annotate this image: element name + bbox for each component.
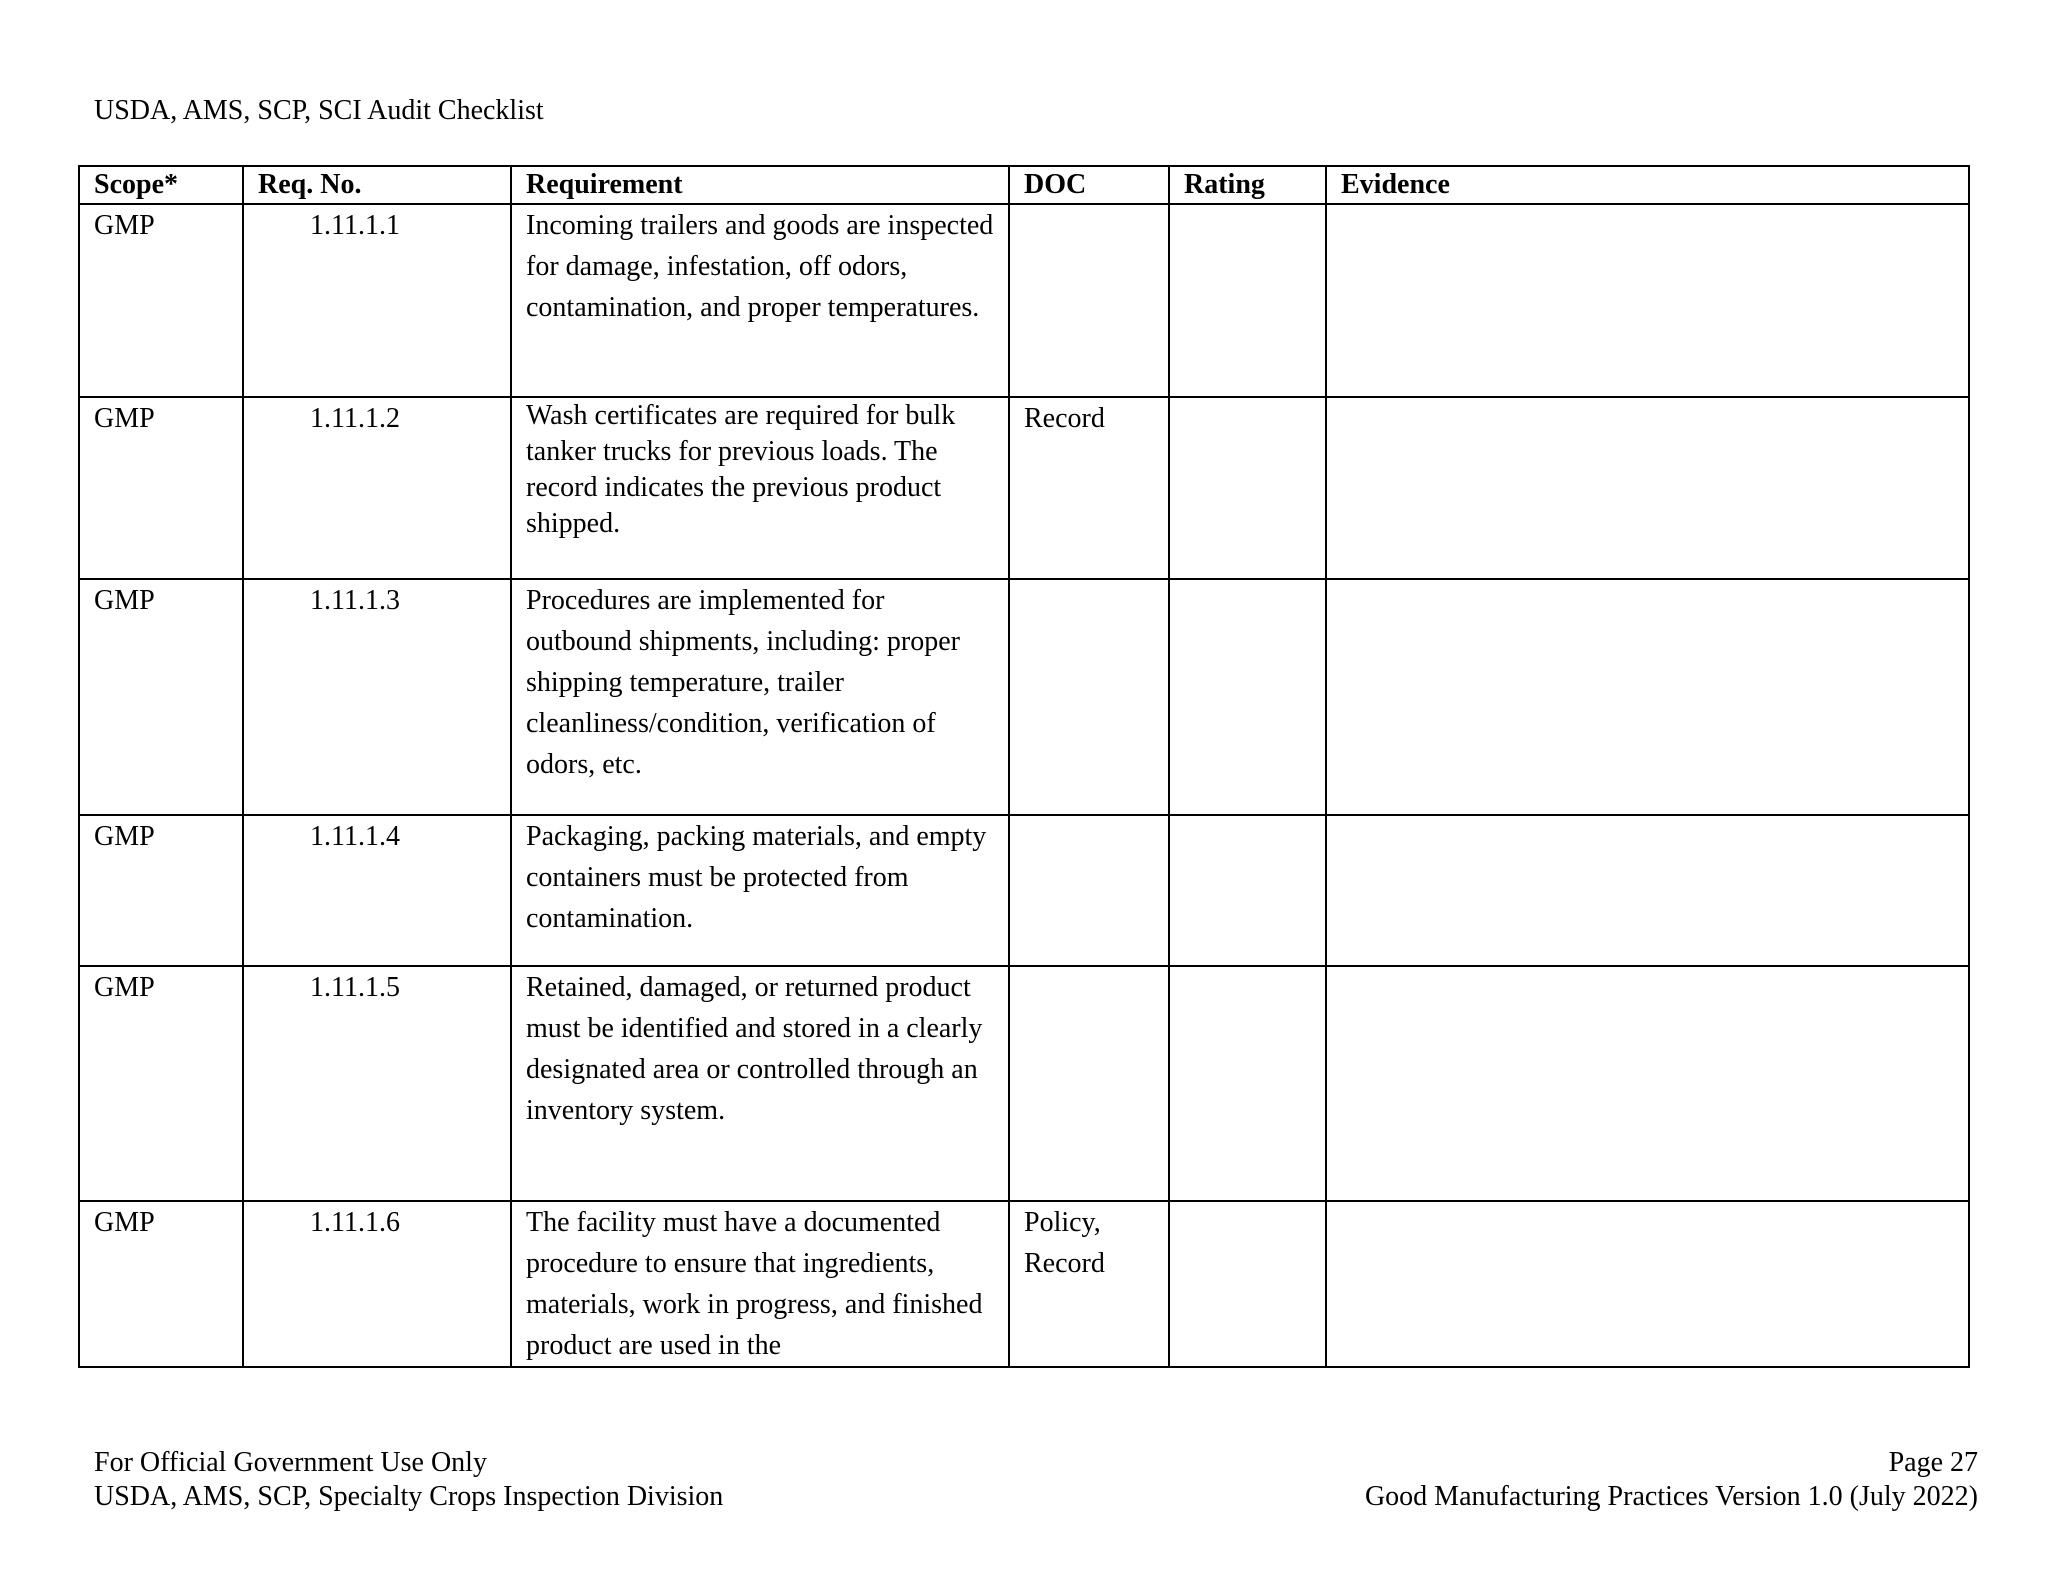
- footer-official-use: For Official Government Use Only: [94, 1447, 487, 1478]
- scope-cell: GMP: [79, 204, 243, 397]
- req-no-cell: 1.11.1.3: [243, 579, 511, 815]
- evidence-cell: [1326, 966, 1969, 1201]
- table-header-row: [79, 166, 1969, 204]
- scope-cell: GMP: [79, 815, 243, 966]
- document-title: USDA, AMS, SCP, SCI Audit Checklist: [94, 95, 544, 126]
- column-header-evidence: Evidence: [1326, 166, 1969, 204]
- page-number: Page 27: [1888, 1447, 1978, 1478]
- table-row: [79, 1201, 1969, 1367]
- requirement-cell: Incoming trailers and goods are inspected for damage, infestation, off odors, contamination, and proper temperatures.: [511, 204, 1009, 397]
- column-header-rating: Rating: [1169, 166, 1326, 204]
- doc-cell: [1009, 579, 1169, 815]
- table-row: [79, 815, 1969, 966]
- req-no-cell: 1.11.1.2: [243, 397, 511, 579]
- doc-cell: [1009, 815, 1169, 966]
- column-header-doc: DOC: [1009, 166, 1169, 204]
- footer-division: USDA, AMS, SCP, Specialty Crops Inspection Division: [94, 1481, 724, 1512]
- evidence-cell: [1326, 397, 1969, 579]
- rating-cell: [1169, 815, 1326, 966]
- scope-cell: GMP: [79, 397, 243, 579]
- req-no-cell: 1.11.1.1: [243, 204, 511, 397]
- evidence-cell: [1326, 579, 1969, 815]
- rating-cell: [1169, 397, 1326, 579]
- doc-cell: [1009, 966, 1169, 1201]
- doc-cell: [1009, 204, 1169, 397]
- rating-cell: [1169, 204, 1326, 397]
- table-row: [79, 204, 1969, 397]
- requirement-cell: The facility must have a documented procedure to ensure that ingredients, materials, work in progress, and finished product are used in the: [511, 1201, 1009, 1367]
- req-no-cell: 1.11.1.4: [243, 815, 511, 966]
- rating-cell: [1169, 1201, 1326, 1367]
- evidence-cell: [1326, 815, 1969, 966]
- column-header-scope: Scope*: [79, 166, 243, 204]
- requirement-cell: Procedures are implemented for outbound shipments, including: proper shipping temperature, trailer cleanliness/condition, verification of odors, etc.: [511, 579, 1009, 815]
- table-row: [79, 397, 1969, 579]
- rating-cell: [1169, 966, 1326, 1201]
- footer-right: [1365, 1446, 1978, 1514]
- scope-cell: GMP: [79, 1201, 243, 1367]
- scope-cell: GMP: [79, 966, 243, 1201]
- document-version: Good Manufacturing Practices Version 1.0 (July 2022): [1364, 1481, 1978, 1512]
- table-row: [79, 579, 1969, 815]
- requirement-cell: Retained, damaged, or returned product must be identified and stored in a clearly designated area or controlled through an inventory system.: [511, 966, 1009, 1201]
- doc-cell: Policy, Record: [1009, 1201, 1169, 1367]
- evidence-cell: [1326, 204, 1969, 397]
- doc-cell: Record: [1009, 397, 1169, 579]
- requirement-cell: Packaging, packing materials, and empty containers must be protected from contamination.: [511, 815, 1009, 966]
- scope-cell: GMP: [79, 579, 243, 815]
- footer-left: [94, 1446, 723, 1514]
- audit-checklist-table: [78, 165, 1970, 1368]
- requirement-cell: Wash certificates are required for bulk tanker trucks for previous loads. The record indicates the previous product shipped.: [511, 397, 1009, 579]
- column-header-requirement: Requirement: [511, 166, 1009, 204]
- column-header-req-no: Req. No.: [243, 166, 511, 204]
- evidence-cell: [1326, 1201, 1969, 1367]
- req-no-cell: 1.11.1.5: [243, 966, 511, 1201]
- table-row: [79, 966, 1969, 1201]
- rating-cell: [1169, 579, 1326, 815]
- req-no-cell: 1.11.1.6: [243, 1201, 511, 1367]
